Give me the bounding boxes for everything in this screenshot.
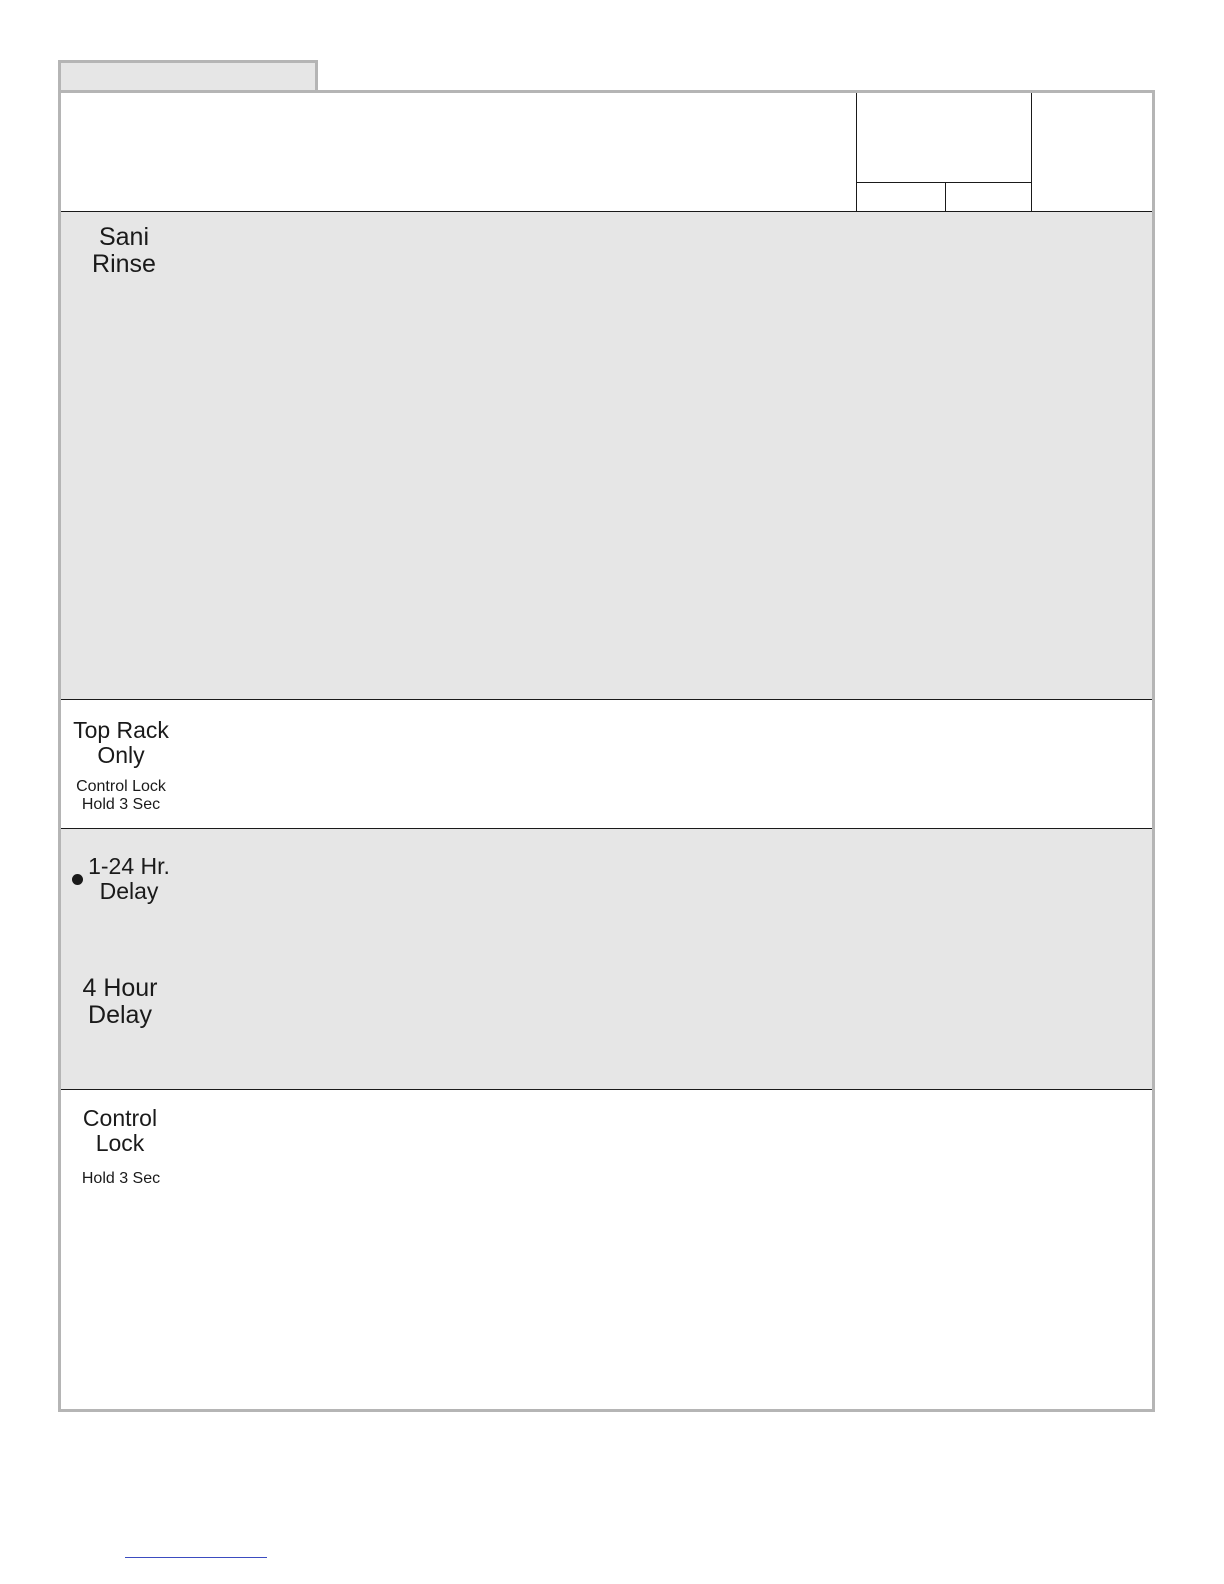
label-line: Control <box>82 1105 158 1131</box>
label-line: Hold 3 Sec <box>81 795 161 813</box>
folder-tab <box>58 60 318 90</box>
footer-link-underline <box>125 1557 267 1558</box>
top-rack-section <box>61 700 1152 829</box>
label-line: Lock <box>95 1129 145 1156</box>
top-rack-label <box>69 718 173 768</box>
label-line: 1-24 Hr. <box>88 853 170 879</box>
top-rack-sublabel <box>67 778 175 814</box>
header-divider <box>1031 93 1032 211</box>
delay-section <box>61 829 1152 1090</box>
header-divider <box>856 182 1032 183</box>
label-line: Sani <box>98 223 150 251</box>
label-line: Rinse <box>92 250 156 278</box>
table-header <box>61 93 1152 212</box>
control-lock-sublabel: Hold 3 Sec <box>81 1170 161 1187</box>
hr-delay-label <box>85 854 173 904</box>
label-line: Delay <box>99 877 159 904</box>
option-table <box>58 90 1155 1412</box>
label-line: Only <box>97 741 145 768</box>
label-line: Control Lock <box>76 778 166 795</box>
sani-rinse-label <box>83 224 165 278</box>
label-line: Top Rack <box>73 717 169 743</box>
header-divider <box>856 93 857 211</box>
indicator-dot-icon <box>72 874 83 885</box>
label-line: Delay <box>88 1001 152 1029</box>
label-line: 4 Hour <box>82 974 158 1002</box>
sani-rinse-section <box>61 212 1152 700</box>
control-lock-section <box>61 1090 1152 1409</box>
four-hour-delay-label <box>75 975 165 1029</box>
header-divider <box>945 182 946 211</box>
control-lock-label <box>73 1106 167 1156</box>
